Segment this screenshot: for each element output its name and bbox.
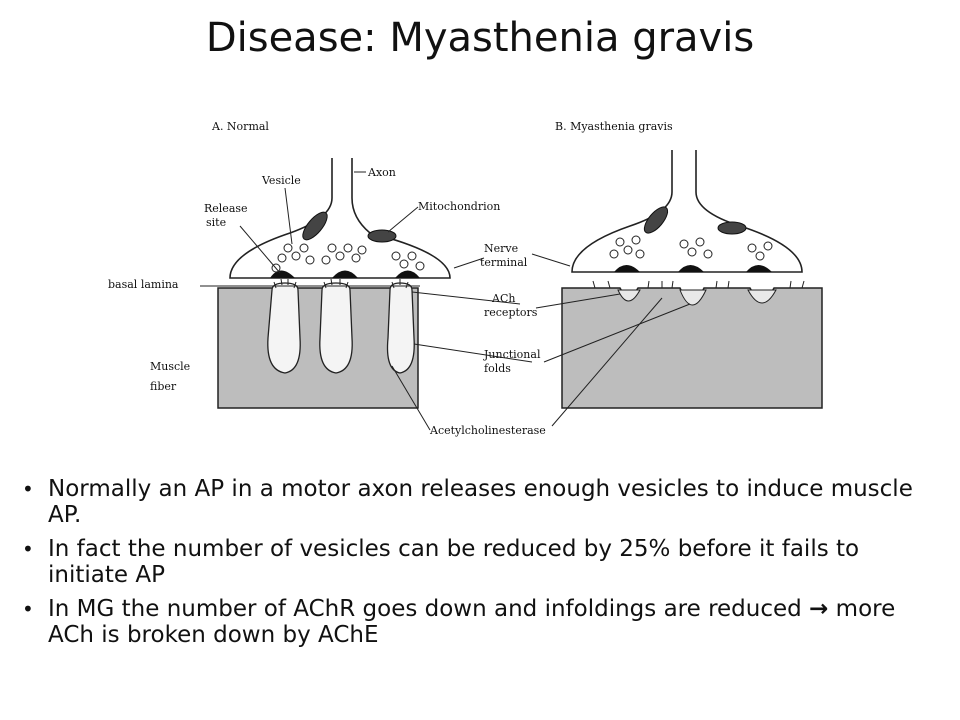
label-muscle-fiber-2: fiber xyxy=(150,380,177,393)
nmj-diagram xyxy=(100,108,840,448)
bullet-list xyxy=(22,476,932,656)
panel-b-label: B. Myasthenia gravis xyxy=(555,120,673,133)
label-basal-lamina: basal lamina xyxy=(108,278,179,291)
junctional-folds-a xyxy=(268,283,414,373)
nerve-terminal-b xyxy=(572,150,802,272)
bullet-text: Normally an AP in a motor axon releases enough vesicles to induce muscle AP. xyxy=(48,476,913,528)
label-nerve-terminal-1: Nerve xyxy=(484,242,519,255)
label-axon: Axon xyxy=(368,166,396,179)
ach-receptors-b xyxy=(593,281,804,288)
muscle-fiber-b xyxy=(562,288,822,408)
panel-a-label: A. Normal xyxy=(212,120,269,133)
bullet-text-after: more ACh is broken down by AChE xyxy=(48,596,896,648)
label-muscle-fiber-1: Muscle xyxy=(150,360,191,373)
bullet-text: In fact the number of vesicles can be reduced by 25% before it fails to initiate AP xyxy=(48,536,860,588)
bullet-dot-icon: • xyxy=(22,477,34,501)
bullet-item xyxy=(22,536,932,588)
label-ach-receptors-2: receptors xyxy=(484,306,538,319)
bullet-dot-icon: • xyxy=(22,537,34,561)
bullet-text-before: In MG the number of AChR goes down and infoldings are reduced xyxy=(48,596,810,622)
label-mitochondrion: Mitochondrion xyxy=(418,200,501,213)
label-vesicle: Vesicle xyxy=(262,174,301,187)
bullet-item xyxy=(22,596,932,648)
right-arrow-icon: → xyxy=(809,596,829,622)
label-nerve-terminal-2: terminal xyxy=(480,256,528,269)
label-ach-receptors-1: ACh xyxy=(492,292,516,305)
bullet-item xyxy=(22,476,932,528)
label-junctional-folds-1: Junctional xyxy=(484,348,541,361)
label-release-site-2: site xyxy=(206,216,227,229)
slide-title: Disease: Myasthenia gravis xyxy=(205,15,755,61)
label-acetylcholinesterase: Acetylcholinesterase xyxy=(430,424,546,437)
label-junctional-folds-2: folds xyxy=(484,362,511,375)
bullet-dot-icon: • xyxy=(22,597,34,621)
label-release-site-1: Release xyxy=(204,202,248,215)
